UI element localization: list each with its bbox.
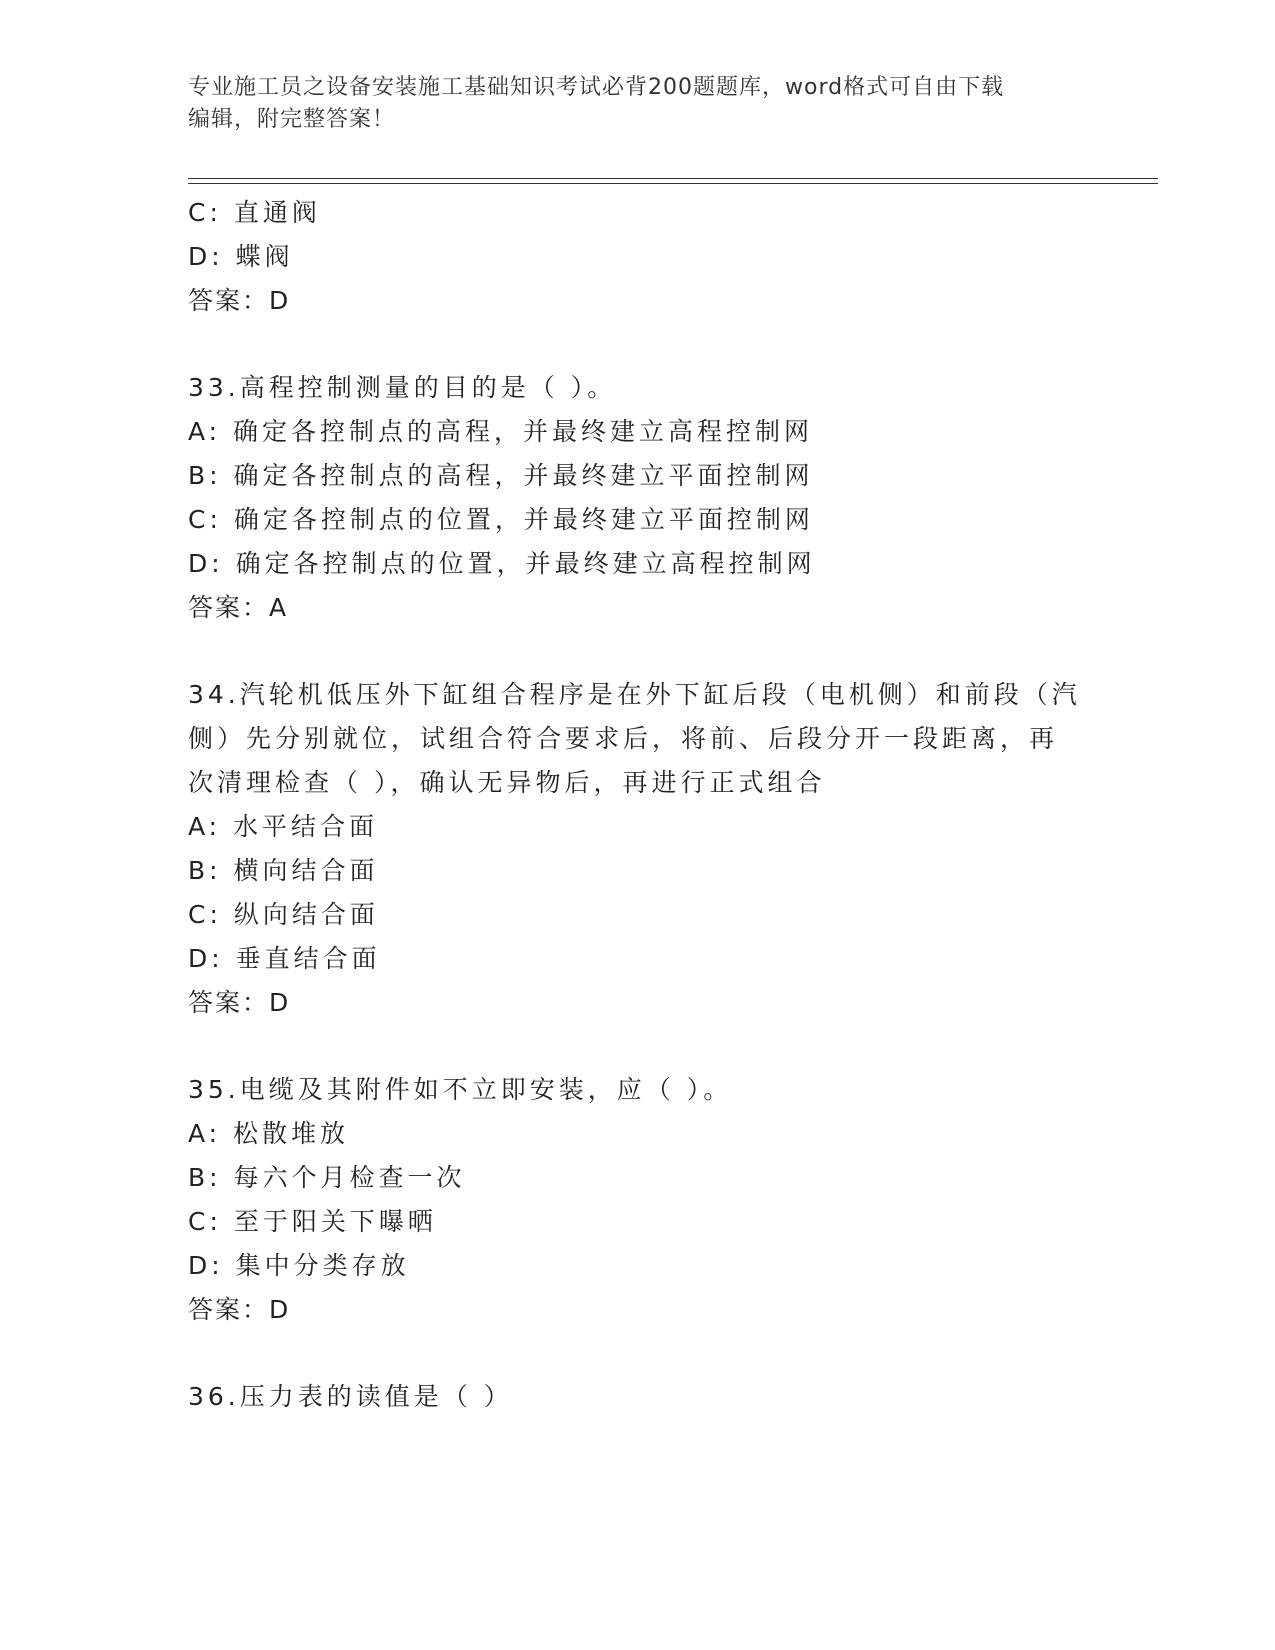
header-divider-top [188,178,1158,179]
question-stem: 34.汽轮机低压外下缸组合程序是在外下缸后段（电机侧）和前段（汽 [188,680,1081,709]
question-stem: 次清理检查（ ），确认无异物后，再进行正式组合 [188,768,826,797]
option-a: A: 松散堆放 [188,1119,350,1148]
option-a: A: 水平结合面 [188,812,379,841]
option-d: D: 确定各控制点的位置，并最终建立高程控制网 [188,549,816,578]
question-stem: 侧）先分别就位，试组合符合要求后，将前、后段分开一段距离，再 [188,724,1059,753]
question-stem: 35.电缆及其附件如不立即安装，应（ ）。 [188,1075,733,1104]
option-d: D: 集中分类存放 [188,1251,410,1280]
answer-line: 答案：D [188,988,291,1017]
question-stem: 33.高程控制测量的目的是（ ）。 [188,373,617,402]
option-c: C: 直通阀 [188,198,321,227]
option-d: D: 蝶阀 [188,242,294,271]
option-c: C: 至于阳关下曝晒 [188,1207,437,1236]
option-a: A: 确定各控制点的高程，并最终建立高程控制网 [188,417,814,446]
answer-line: 答案：D [188,286,291,315]
option-b: B: 确定各控制点的高程，并最终建立平面控制网 [188,461,814,490]
answer-line: 答案：D [188,1295,291,1324]
option-c: C: 纵向结合面 [188,900,379,929]
question-stem: 36.压力表的读值是（ ） [188,1382,513,1411]
option-b: B: 横向结合面 [188,856,379,885]
header-line-1: 专业施工员之设备安装施工基础知识考试必背200题题库，word格式可自由下载 [188,75,1005,100]
header-divider-bottom [188,183,1158,184]
answer-line: 答案：A [188,593,289,622]
option-b: B: 每六个月检查一次 [188,1163,466,1192]
option-d: D: 垂直结合面 [188,944,381,973]
document-header [188,72,1088,136]
option-c: C: 确定各控制点的位置，并最终建立平面控制网 [188,505,814,534]
header-line-2: 编辑，附完整答案！ [188,107,396,132]
